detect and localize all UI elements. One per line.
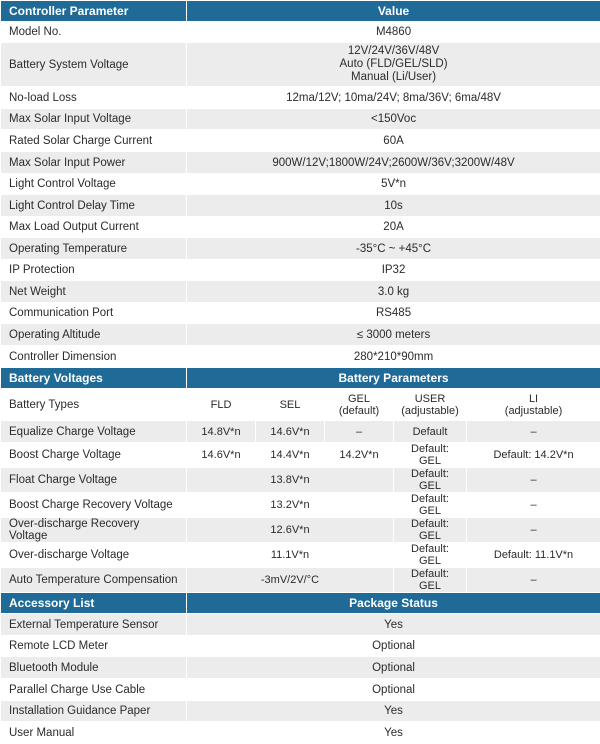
user-value: Default: GEL	[394, 543, 467, 568]
value-line: 12V/24V/36V/48V	[193, 45, 594, 58]
shared-value: 12.6V*n	[187, 518, 394, 543]
gel-value: –	[325, 421, 394, 443]
table-row	[1, 324, 600, 346]
row-label: Rated Solar Charge Current	[1, 130, 187, 152]
row-value: <150Voc	[187, 109, 600, 130]
row-label: Parallel Charge Use Cable	[1, 679, 187, 701]
row-value: Yes	[187, 722, 600, 744]
fld-value: 14.6V*n	[187, 443, 256, 468]
row-value: 20A	[187, 217, 600, 238]
row-value: 3.0 kg	[187, 281, 600, 303]
li-value: –	[467, 468, 600, 493]
table-row	[1, 518, 600, 543]
table-row	[1, 568, 600, 593]
table-row	[1, 238, 600, 260]
row-label: Installation Guidance Paper	[1, 701, 187, 722]
row-value: M4860	[187, 22, 600, 43]
accessory-list-header: Accessory List	[1, 593, 187, 614]
row-label: Light Control Delay Time	[1, 195, 187, 217]
user-value: Default	[394, 421, 467, 443]
table-row	[1, 614, 600, 636]
table-row	[1, 217, 600, 238]
shared-value: -3mV/2V/°C	[187, 568, 394, 593]
table-row	[1, 260, 600, 281]
controller-param-header: Controller Parameter	[1, 1, 187, 22]
row-label: Operating Altitude	[1, 324, 187, 346]
fld-value: 14.8V*n	[187, 421, 256, 443]
row-label: Model No.	[1, 22, 187, 43]
table-row	[1, 679, 600, 701]
row-label: Max Solar Input Voltage	[1, 109, 187, 130]
row-value: Optional	[187, 679, 600, 701]
table-row	[1, 303, 600, 324]
row-value: Optional	[187, 657, 600, 679]
row-value: 10s	[187, 195, 600, 217]
row-value: 12ma/12V; 10ma/24V; 8ma/36V; 6ma/48V	[187, 87, 600, 109]
gel-value: 14.2V*n	[325, 443, 394, 468]
table-row	[1, 43, 600, 87]
row-value: 60A	[187, 130, 600, 152]
sel-value: 14.6V*n	[256, 421, 325, 443]
row-value: RS485	[187, 303, 600, 324]
table-row	[1, 87, 600, 109]
row-label: Communication Port	[1, 303, 187, 324]
li-value: –	[467, 421, 600, 443]
shared-value: 13.2V*n	[187, 493, 394, 518]
table-row	[1, 174, 600, 195]
battery-voltages-header: Battery Voltages	[1, 368, 187, 389]
user-value: Default: GEL	[394, 493, 467, 518]
row-value: ≤ 3000 meters	[187, 324, 600, 346]
row-label: Net Weight	[1, 281, 187, 303]
li-value: –	[467, 493, 600, 518]
row-label: Light Control Voltage	[1, 174, 187, 195]
row-label: Battery System Voltage	[1, 43, 187, 87]
shared-value: 11.1V*n	[187, 543, 394, 568]
controller-header-row	[1, 1, 600, 22]
row-label: Boost Charge Recovery Voltage	[1, 493, 187, 518]
row-value: IP32	[187, 260, 600, 281]
user-value: Default: GEL	[394, 568, 467, 593]
user-value: Default: GEL	[394, 443, 467, 468]
col-fld: FLD	[187, 389, 256, 421]
table-row	[1, 443, 600, 468]
table-row	[1, 109, 600, 130]
user-value: Default: GEL	[394, 468, 467, 493]
row-value: 5V*n	[187, 174, 600, 195]
table-row	[1, 701, 600, 722]
table-row	[1, 421, 600, 443]
table-row	[1, 657, 600, 679]
row-label: Float Charge Voltage	[1, 468, 187, 493]
col-li-name: LI	[473, 393, 594, 405]
row-label: Boost Charge Voltage	[1, 443, 187, 468]
table-row	[1, 468, 600, 493]
col-li-sub: (adjustable)	[473, 405, 594, 417]
table-row	[1, 543, 600, 568]
col-gel-sub: (default)	[331, 405, 387, 417]
table-row	[1, 493, 600, 518]
table-row	[1, 130, 600, 152]
li-value: –	[467, 518, 600, 543]
li-value: Default: 11.1V*n	[467, 543, 600, 568]
row-label: Over-discharge Voltage	[1, 543, 187, 568]
row-value	[187, 43, 600, 87]
row-label: External Temperature Sensor	[1, 614, 187, 636]
row-label: Operating Temperature	[1, 238, 187, 260]
col-gel	[325, 389, 394, 421]
battery-header-row	[1, 368, 600, 389]
row-label: No-load Loss	[1, 87, 187, 109]
col-user-sub: (adjustable)	[400, 405, 460, 417]
battery-types-row	[1, 389, 600, 421]
row-value: Optional	[187, 636, 600, 657]
table-row	[1, 346, 600, 368]
accessory-header-row	[1, 593, 600, 614]
row-label: User Manual	[1, 722, 187, 744]
li-value: –	[467, 568, 600, 593]
row-value: 900W/12V;1800W/24V;2600W/36V;3200W/48V	[187, 152, 600, 174]
col-li	[467, 389, 600, 421]
table-row	[1, 281, 600, 303]
row-value: Yes	[187, 614, 600, 636]
table-row	[1, 722, 600, 744]
row-label: Controller Dimension	[1, 346, 187, 368]
row-value: 280*210*90mm	[187, 346, 600, 368]
table-row	[1, 195, 600, 217]
col-user-name: USER	[400, 393, 460, 405]
row-label: IP Protection	[1, 260, 187, 281]
row-label: Auto Temperature Compensation	[1, 568, 187, 593]
col-sel: SEL	[256, 389, 325, 421]
row-label: Remote LCD Meter	[1, 636, 187, 657]
user-value: Default: GEL	[394, 518, 467, 543]
battery-types-label: Battery Types	[1, 389, 187, 421]
table-row	[1, 636, 600, 657]
col-gel-name: GEL	[331, 393, 387, 405]
value-line: Manual (Li/User)	[193, 71, 594, 84]
row-label: Bluetooth Module	[1, 657, 187, 679]
row-label: Max Load Output Current	[1, 217, 187, 238]
table-row	[1, 152, 600, 174]
table-row	[1, 22, 600, 43]
sel-value: 14.4V*n	[256, 443, 325, 468]
row-value: -35°C ~ +45°C	[187, 238, 600, 260]
row-label: Over-discharge Recovery Voltage	[1, 518, 187, 543]
value-line: Auto (FLD/GEL/SLD)	[193, 58, 594, 71]
package-status-header: Package Status	[187, 593, 600, 614]
shared-value: 13.8V*n	[187, 468, 394, 493]
col-user	[394, 389, 467, 421]
battery-parameters-header: Battery Parameters	[187, 368, 600, 389]
controller-value-header: Value	[187, 1, 600, 22]
row-value: Yes	[187, 701, 600, 722]
row-label: Equalize Charge Voltage	[1, 421, 187, 443]
row-label: Max Solar Input Power	[1, 152, 187, 174]
li-value: Default: 14.2V*n	[467, 443, 600, 468]
